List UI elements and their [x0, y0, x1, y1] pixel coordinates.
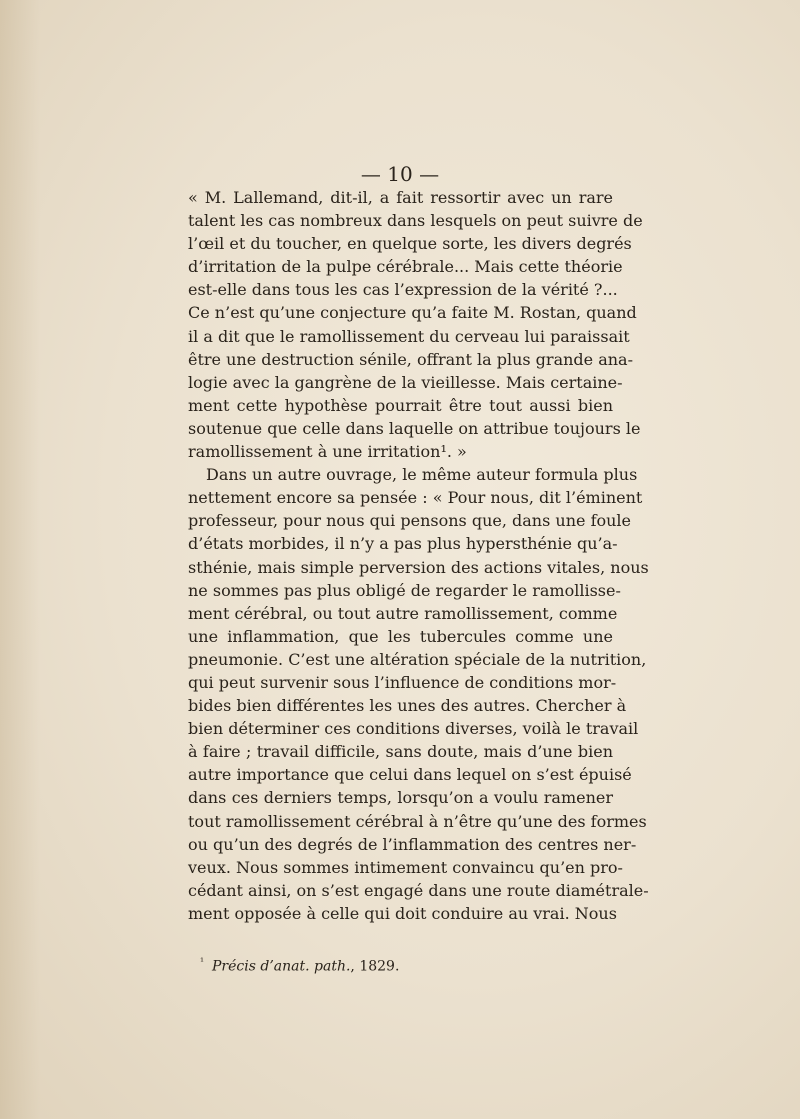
- text-line: est-elle dans tous les cas l’expression de la vérité ?...: [188, 280, 618, 300]
- page-edge-shadow: [0, 0, 40, 1119]
- text-line: ment cérébral, ou tout autre ramollissement, comme: [188, 603, 618, 623]
- text-line: à faire ; travail difficile, sans doute, mais d’une bien: [188, 742, 613, 762]
- text-line: nettement encore sa pensée : « Pour nous, dit l’éminent: [188, 488, 643, 508]
- footnote: [200, 957, 399, 975]
- text-line: sthénie, mais simple perversion des actions vitales, nous: [188, 557, 649, 577]
- text-line: talent les cas nombreux dans lesquels on peut suivre de: [188, 211, 643, 231]
- text-line: d’états morbides, il n’y a pas plus hypersthénie qu’a-: [188, 534, 618, 554]
- footnote-year: , 1829.: [350, 958, 400, 975]
- text-line: soutenue que celle dans laquelle on attribue toujours le: [188, 418, 641, 438]
- text-line: bien déterminer ces conditions diverses, voilà le travail: [188, 719, 639, 739]
- paragraph-start-line: Dans un autre ouvrage, le même auteur formula plus: [206, 465, 638, 485]
- text-line: qui peut survenir sous l’influence de conditions mor-: [188, 672, 617, 692]
- footnote-mark: ¹: [200, 957, 205, 968]
- text-line: ne sommes pas plus obligé de regarder le ramollisse-: [188, 580, 621, 600]
- text-line: tout ramollissement cérébral à n’être qu’une des formes: [188, 811, 647, 831]
- page-number: — 10 —: [360, 162, 440, 186]
- body-text: [188, 186, 649, 925]
- text-line: ramollissement à une irritation¹. »: [188, 442, 467, 462]
- text-line: « M. Lallemand, dit-il, a fait ressortir avec un rare: [188, 188, 613, 207]
- text-line: une inflammation, que les tubercules comme une: [188, 626, 613, 646]
- text-line: cédant ainsi, on s’est engagé dans une route diamétrale-: [188, 880, 649, 900]
- text-line: veux. Nous sommes intimement convaincu qu’en pro-: [188, 857, 623, 877]
- text-line: logie avec la gangrène de la vieillesse. Mais certaine-: [188, 372, 623, 392]
- text-line: ou qu’un des degrés de l’inflammation des centres ner-: [188, 834, 637, 854]
- text-line: pneumonie. C’est une altération spéciale de la nutrition,: [188, 649, 647, 669]
- text-line: d’irritation de la pulpe cérébrale... Mais cette théorie: [188, 257, 623, 277]
- text-line: dans ces derniers temps, lorsqu’on a voulu ramener: [188, 788, 613, 808]
- text-line: Ce n’est qu’une conjecture qu’a faite M. Rostan, quand: [188, 303, 637, 323]
- text-line: autre importance que celui dans lequel on s’est épuisé: [188, 765, 632, 785]
- footnote-title: Précis d’anat. path.: [212, 958, 351, 975]
- text-line: ment opposée à celle qui doit conduire au vrai. Nous: [188, 903, 617, 923]
- text-line: être une destruction sénile, offrant la plus grande ana-: [188, 349, 633, 369]
- text-line: ment cette hypothèse pourrait être tout aussi bien: [188, 395, 613, 415]
- text-line: l’œil et du toucher, en quelque sorte, les divers degrés: [188, 234, 632, 254]
- text-line: professeur, pour nous qui pensons que, dans une foule: [188, 511, 632, 531]
- text-line: il a dit que le ramollissement du cerveau lui paraissait: [188, 326, 630, 346]
- text-line: bides bien différentes les unes des autres. Chercher à: [188, 696, 627, 716]
